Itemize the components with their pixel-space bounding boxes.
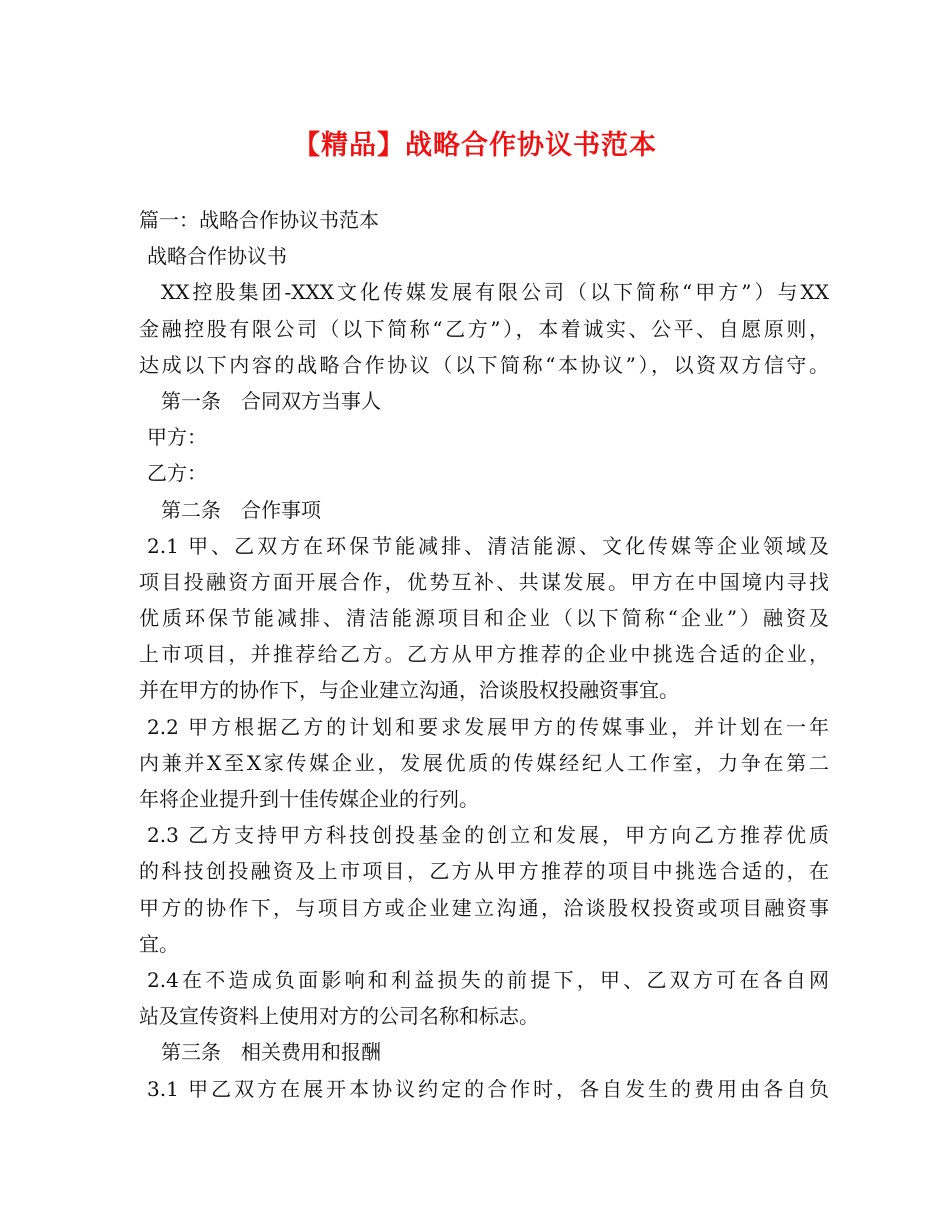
body-line: 达成以下内容的战略合作协议（以下简称“本协议”），以资双方信守。 [139,352,829,377]
body-line: 内兼并X至X家传媒企业，发展优质的传媒经纪人工作室，力争在第二 [139,750,829,775]
body-line: 宜。 [139,931,179,956]
body-line: 上市项目，并推荐给乙方。乙方从甲方推荐的企业中挑选合适的企业， [139,642,829,667]
body-line: 并在甲方的协作下，与企业建立沟通，洽谈股权投融资事宜。 [139,678,679,703]
body-line: 2.1 甲、乙双方在环保节能减排、清洁能源、文化传媒等企业领域及 [147,533,829,558]
document-title: 【精品】战略合作协议书范本 [293,130,657,161]
body-line: 甲方： [147,425,207,450]
body-line: 篇一：战略合作协议书范本 [139,208,379,232]
body-line: 金融控股有限公司（以下简称“乙方”），本着诚实、公平、自愿原则， [139,316,829,341]
body-line: 优质环保节能减排、清洁能源项目和企业（以下简称“企业”）融资及 [139,606,829,631]
body-line: 战略合作协议书 [147,244,287,269]
body-line: 年将企业提升到十佳传媒企业的行列。 [139,787,479,811]
document-body [139,202,829,1107]
body-line: 的科技创投融资及上市项目，乙方从甲方推荐的项目中挑选合适的，在 [139,859,829,884]
body-line: 甲方的协作下，与项目方或企业建立沟通，洽谈股权投资或项目融资事 [139,895,829,920]
body-line: 2.2 甲方根据乙方的计划和要求发展甲方的传媒事业，并计划在一年 [147,714,829,739]
body-line: 第二条 合作事项 [161,497,321,522]
body-line: 项目投融资方面开展合作，优势互补、共谋发展。甲方在中国境内寻找 [139,569,829,594]
body-line: 第三条 相关费用和报酬 [161,1040,381,1065]
body-line: 3.1 甲乙双方在展开本协议约定的合作时，各自发生的费用由各自负 [147,1076,829,1101]
body-line: 第一条 合同双方当事人 [161,388,381,413]
body-line: 2.3 乙方支持甲方科技创投基金的创立和发展，甲方向乙方推荐优质 [147,823,829,848]
body-line: XX控股集团-XXX文化传媒发展有限公司（以下简称“甲方”）与XX [161,280,829,305]
body-line: 站及宣传资料上使用对方的公司名称和标志。 [139,1004,539,1029]
body-line: 2.4在不造成负面影响和利益损失的前提下，甲、乙双方可在各自网 [147,967,829,992]
body-line: 乙方： [147,461,207,486]
